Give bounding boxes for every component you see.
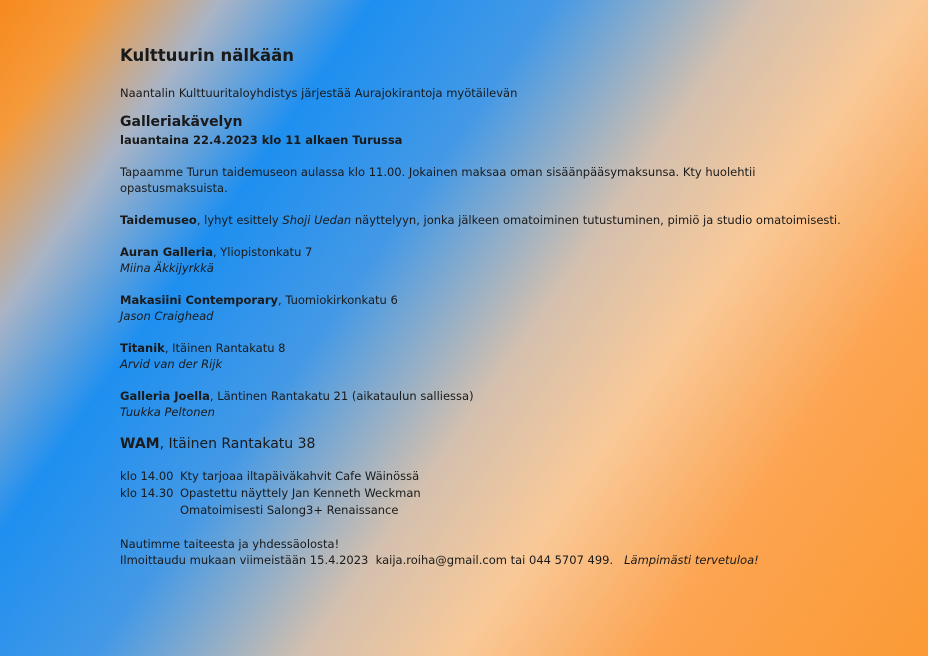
gallery-name: Titanik	[120, 341, 165, 355]
meeting-text: Tapaamme Turun taidemuseon aulassa klo 11.00. Jokainen maksaa oman sisäänpääsymaksunsa. Kty huolehtii opastusmaksuista.	[120, 165, 756, 195]
gallery-artist: Miina Äkkijyrkkä	[120, 261, 214, 275]
schedule-list	[120, 468, 880, 519]
page-title: Kulttuurin nälkään	[120, 46, 294, 65]
wam-line	[120, 434, 880, 454]
wam-name: WAM	[120, 436, 160, 452]
gallery-artist: Arvid van der Rijk	[120, 357, 223, 371]
gallery-entry	[120, 340, 880, 372]
intro-text: Naantalin Kulttuuritaloyhdistys järjestää Aurajokirantoja myötäilevän	[120, 86, 518, 100]
schedule-time	[120, 502, 180, 519]
event-name: Galleriakävelyn	[120, 114, 243, 130]
gallery-artist: Tuukka Peltonen	[120, 405, 215, 419]
gallery-line	[120, 388, 880, 404]
invitation-document	[120, 44, 880, 568]
schedule-row	[120, 468, 880, 485]
gallery-name: Makasiini Contemporary	[120, 293, 279, 307]
gallery-address: , Yliopistonkatu 7	[212, 245, 313, 259]
registration-text: Ilmoittaudu mukaan viimeistään 15.4.2023 kaija.roiha@gmail.com tai 044 5707 499.	[120, 553, 625, 567]
museum-text-2: näyttelyyn, jonka jälkeen omatoiminen tutustuminen, pimiö ja studio omatoimisesti.	[351, 213, 841, 227]
schedule-row	[120, 485, 880, 502]
schedule-text: Opastettu näyttely Jan Kenneth Weckman	[180, 486, 421, 500]
wam-address: , Itäinen Rantakatu 38	[159, 436, 316, 452]
closing-line-1: Nautimme taiteesta ja yhdessäolosta!	[120, 537, 340, 551]
welcome-text: Lämpimästi tervetuloa!	[624, 553, 759, 567]
closing-block	[120, 536, 880, 568]
schedule-time: klo 14.00	[120, 469, 174, 483]
gallery-line	[120, 244, 880, 260]
museum-text-1: , lyhyt esittely	[196, 213, 283, 227]
gallery-line	[120, 292, 880, 308]
schedule-text: Omatoimisesti Salong3+ Renaissance	[180, 503, 399, 517]
gallery-name: Auran Galleria	[120, 245, 213, 259]
gallery-address: , Tuomiokirkonkatu 6	[278, 293, 398, 307]
gallery-line	[120, 340, 880, 356]
gallery-artist: Jason Craighead	[120, 309, 214, 323]
schedule-time: klo 14.30	[120, 486, 174, 500]
schedule-text: Kty tarjoaa iltapäiväkahvit Cafe Wäinössä	[180, 469, 420, 483]
gallery-name: Galleria Joella	[120, 389, 210, 403]
closing-line-2	[120, 552, 880, 568]
schedule-row	[120, 502, 880, 519]
gallery-entry	[120, 388, 880, 420]
gallery-entry	[120, 244, 880, 276]
gallery-address: , Itäinen Rantakatu 8	[164, 341, 286, 355]
museum-artist: Shoji Uedan	[282, 213, 352, 227]
gallery-entry	[120, 292, 880, 324]
event-date: lauantaina 22.4.2023 klo 11 alkaen Turussa	[120, 133, 403, 147]
museum-name: Taidemuseo	[120, 213, 197, 227]
gallery-address: , Läntinen Rantakatu 21 (aikataulun salliessa)	[209, 389, 474, 403]
museum-line	[120, 212, 880, 228]
